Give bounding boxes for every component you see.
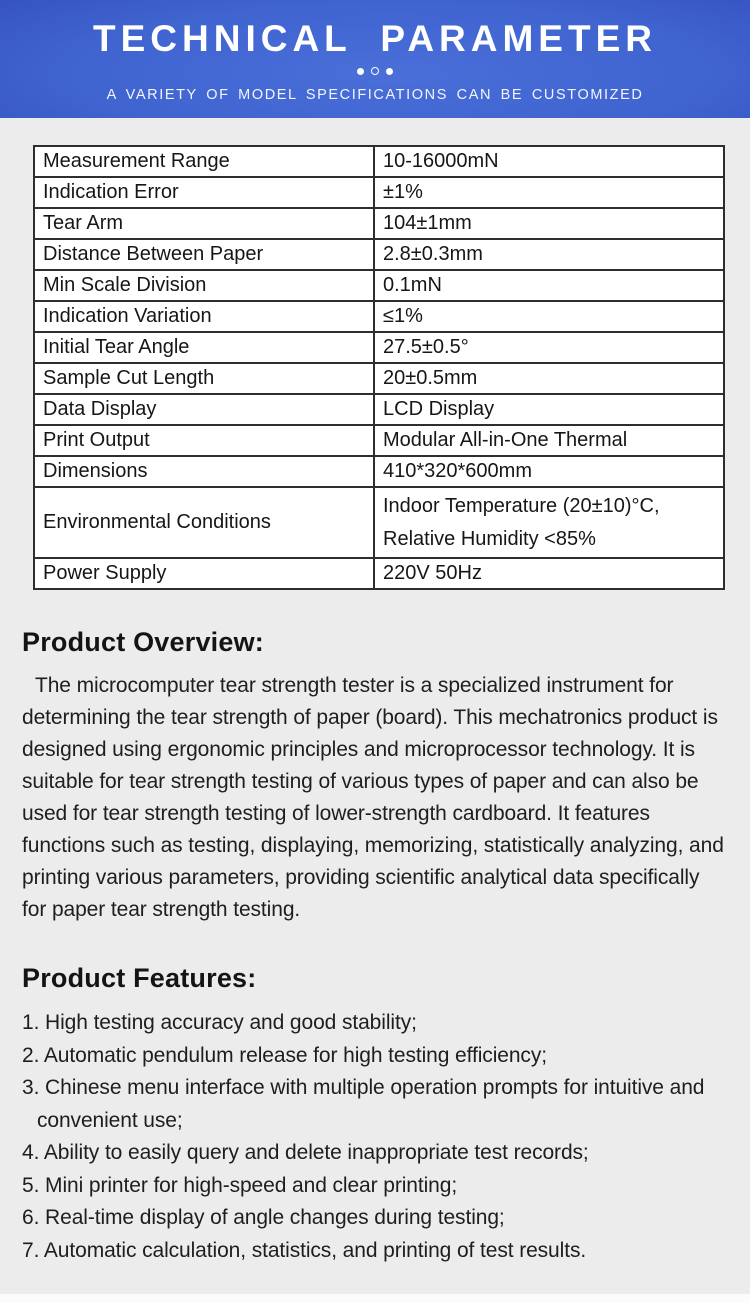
spec-value: 220V 50Hz bbox=[374, 558, 724, 589]
spec-label: Distance Between Paper bbox=[34, 239, 374, 270]
spec-value: 2.8±0.3mm bbox=[374, 239, 724, 270]
spec-label: Environmental Conditions bbox=[34, 487, 374, 558]
spec-label: Measurement Range bbox=[34, 146, 374, 177]
spec-value: 410*320*600mm bbox=[374, 456, 724, 487]
spec-label: Print Output bbox=[34, 425, 374, 456]
spec-row bbox=[34, 239, 724, 270]
carousel-dot-hollow bbox=[371, 67, 379, 75]
spec-label: Sample Cut Length bbox=[34, 363, 374, 394]
spec-value: 10-16000mN bbox=[374, 146, 724, 177]
spec-label: Min Scale Division bbox=[34, 270, 374, 301]
spec-value: Modular All-in-One Thermal bbox=[374, 425, 724, 456]
features-list bbox=[22, 1007, 728, 1267]
feature-item: 1. High testing accuracy and good stability; bbox=[22, 1011, 417, 1034]
feature-item: 6. Real-time display of angle changes during testing; bbox=[22, 1206, 505, 1229]
spec-label: Indication Error bbox=[34, 177, 374, 208]
carousel-dots bbox=[0, 67, 750, 75]
spec-row bbox=[34, 487, 724, 558]
spec-label: Initial Tear Angle bbox=[34, 332, 374, 363]
feature-item: 7. Automatic calculation, statistics, and printing of test results. bbox=[22, 1238, 587, 1262]
banner-subtitle: A VARIETY OF MODEL SPECIFICATIONS CAN BE CUSTOMIZED bbox=[106, 87, 644, 103]
feature-item: 4. Ability to easily query and delete inappropriate test records; bbox=[22, 1141, 589, 1164]
feature-item: 2. Automatic pendulum release for high testing efficiency; bbox=[22, 1043, 547, 1067]
overview-paragraph: The microcomputer tear strength tester is a specialized instrument for determining the tear strength of paper (board). This mechatronics product is designed using ergonomic principles and microprocessor technology. It is suitable for tear strength testing of various types of paper and can also be used for tear strength testing of lower-strength cardboard. It features functions such as testing, displaying, memorizing, statistically analyzing, and printing various parameters, providing scientific analytical data specifically for paper tear strength testing. bbox=[22, 674, 724, 921]
spec-label: Tear Arm bbox=[34, 208, 374, 239]
carousel-dot-filled bbox=[357, 68, 364, 75]
features-heading: Product Features: bbox=[22, 963, 257, 993]
spec-row bbox=[34, 394, 724, 425]
spec-row bbox=[34, 146, 724, 177]
spec-row bbox=[34, 363, 724, 394]
feature-item: 5. Mini printer for high-speed and clear printing; bbox=[22, 1173, 458, 1197]
spec-value: Indoor Temperature (20±10)°C, Relative Humidity <85% bbox=[374, 487, 724, 558]
spec-row bbox=[34, 332, 724, 363]
banner-title: TECHNICAL PARAMETER bbox=[93, 18, 657, 59]
spec-value: 27.5±0.5° bbox=[374, 332, 724, 363]
spec-value: ≤1% bbox=[374, 301, 724, 332]
spec-value: 20±0.5mm bbox=[374, 363, 724, 394]
feature-item: 3. Chinese menu interface with multiple operation prompts for intuitive and convenient use; bbox=[22, 1076, 705, 1132]
spec-value: LCD Display bbox=[374, 394, 724, 425]
spec-row bbox=[34, 456, 724, 487]
overview-heading: Product Overview: bbox=[22, 627, 264, 657]
spec-row bbox=[34, 301, 724, 332]
carousel-dot-filled bbox=[386, 68, 393, 75]
spec-label: Data Display bbox=[34, 394, 374, 425]
spec-label: Dimensions bbox=[34, 456, 374, 487]
spec-label: Indication Variation bbox=[34, 301, 374, 332]
spec-row bbox=[34, 425, 724, 456]
content bbox=[0, 118, 750, 1294]
spec-value: 104±1mm bbox=[374, 208, 724, 239]
spec-label: Power Supply bbox=[34, 558, 374, 589]
banner bbox=[0, 0, 750, 118]
spec-row bbox=[34, 177, 724, 208]
spec-table bbox=[33, 145, 725, 590]
spec-value: ±1% bbox=[374, 177, 724, 208]
spec-row bbox=[34, 208, 724, 239]
bottom-strip bbox=[0, 1294, 750, 1303]
spec-row bbox=[34, 270, 724, 301]
spec-value: 0.1mN bbox=[374, 270, 724, 301]
spec-row bbox=[34, 558, 724, 589]
